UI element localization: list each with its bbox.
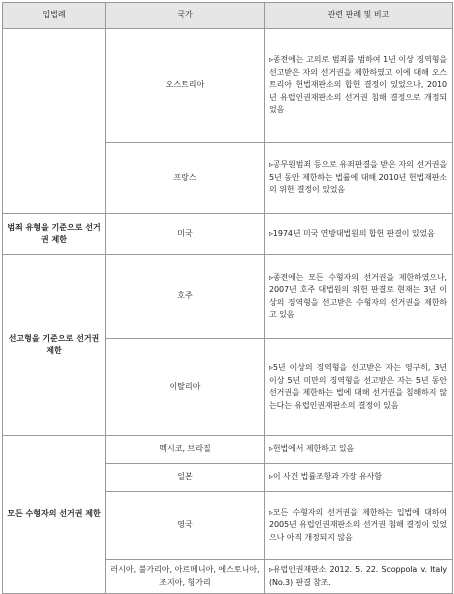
- note-cell: ▹헌법에서 제한하고 있음: [265, 436, 453, 464]
- category-blank: [3, 29, 106, 214]
- note-cell: ▹이 사건 법률조항과 가장 유사함: [265, 464, 453, 492]
- note-cell: ▹종전에는 고의로 범죄를 범하여 1년 이상 징역형을 선고받은 자의 선거권을 제한하였고 이에 대해 오스트리아 헌법재판소의 합헌 결정이 있었으나, 2010년 유럽인권재판소의 선거권 침해 결정으로 개정되었음: [265, 29, 453, 143]
- country-cell: 미국: [106, 214, 265, 255]
- country-cell: 호주: [106, 255, 265, 339]
- note-cell: ▹공무원범죄 등으로 유죄판결을 받은 자의 선거권을 5년 동안 제한하는 법률에 대해 2010년 헌법재판소의 위헌 결정이 있었음: [265, 143, 453, 214]
- table-row: [3, 214, 453, 255]
- category-all-prisoners: 모든 수형자의 선거권 제한: [3, 436, 106, 594]
- note-cell: ▹종전에는 모든 수형자의 선거권을 제한하였으나, 2007년 호주 대법원의 위헌 판결로 현재는 3년 이상의 징역형을 선고받은 수형자의 선거권을 제한하고 있음: [265, 255, 453, 339]
- country-cell: 이탈리아: [106, 339, 265, 436]
- note-cell: ▹유럽인권재판소 2012. 5. 22. Scoppola v. Italy (No.3) 판결 참조.: [265, 560, 453, 594]
- country-cell: 멕시코, 브라질: [106, 436, 265, 464]
- country-cell: 프랑스: [106, 143, 265, 214]
- table-row: [3, 255, 453, 339]
- note-cell: ▹5년 이상의 징역형을 선고받은 자는 영구히, 3년 이상 5년 미만의 징역형을 선고받은 자는 5년 동안 선거권을 제한하는 법에 대해 선거권을 침해하지 않는다는 유럽인권재판소의 결정이 있음: [265, 339, 453, 436]
- table-row: [3, 436, 453, 464]
- header-legislation: 입법례: [3, 3, 106, 29]
- country-cell: 러시아, 불가리아, 아르메니아, 에스토니아, 조지아, 헝가리: [106, 560, 265, 594]
- comparison-table: [2, 2, 453, 594]
- country-cell: 일본: [106, 464, 265, 492]
- header-country: 국가: [106, 3, 265, 29]
- table-header-row: [3, 3, 453, 29]
- category-crime-type: 범죄 유형을 기준으로 선거권 제한: [3, 214, 106, 255]
- table-row: [3, 29, 453, 143]
- country-cell: 오스트리아: [106, 29, 265, 143]
- header-notes: 관련 판례 및 비고: [265, 3, 453, 29]
- category-sentence: 선고형을 기준으로 선거권 제한: [3, 255, 106, 436]
- country-cell: 영국: [106, 492, 265, 560]
- note-cell: ▹1974년 미국 연방대법원의 합헌 판결이 있었음: [265, 214, 453, 255]
- note-cell: ▹모든 수형자의 선거권을 제한하는 입법에 대하여 2005년 유럽인권재판소의 선거권 침해 결정이 있었으나 아직 개정되지 않음: [265, 492, 453, 560]
